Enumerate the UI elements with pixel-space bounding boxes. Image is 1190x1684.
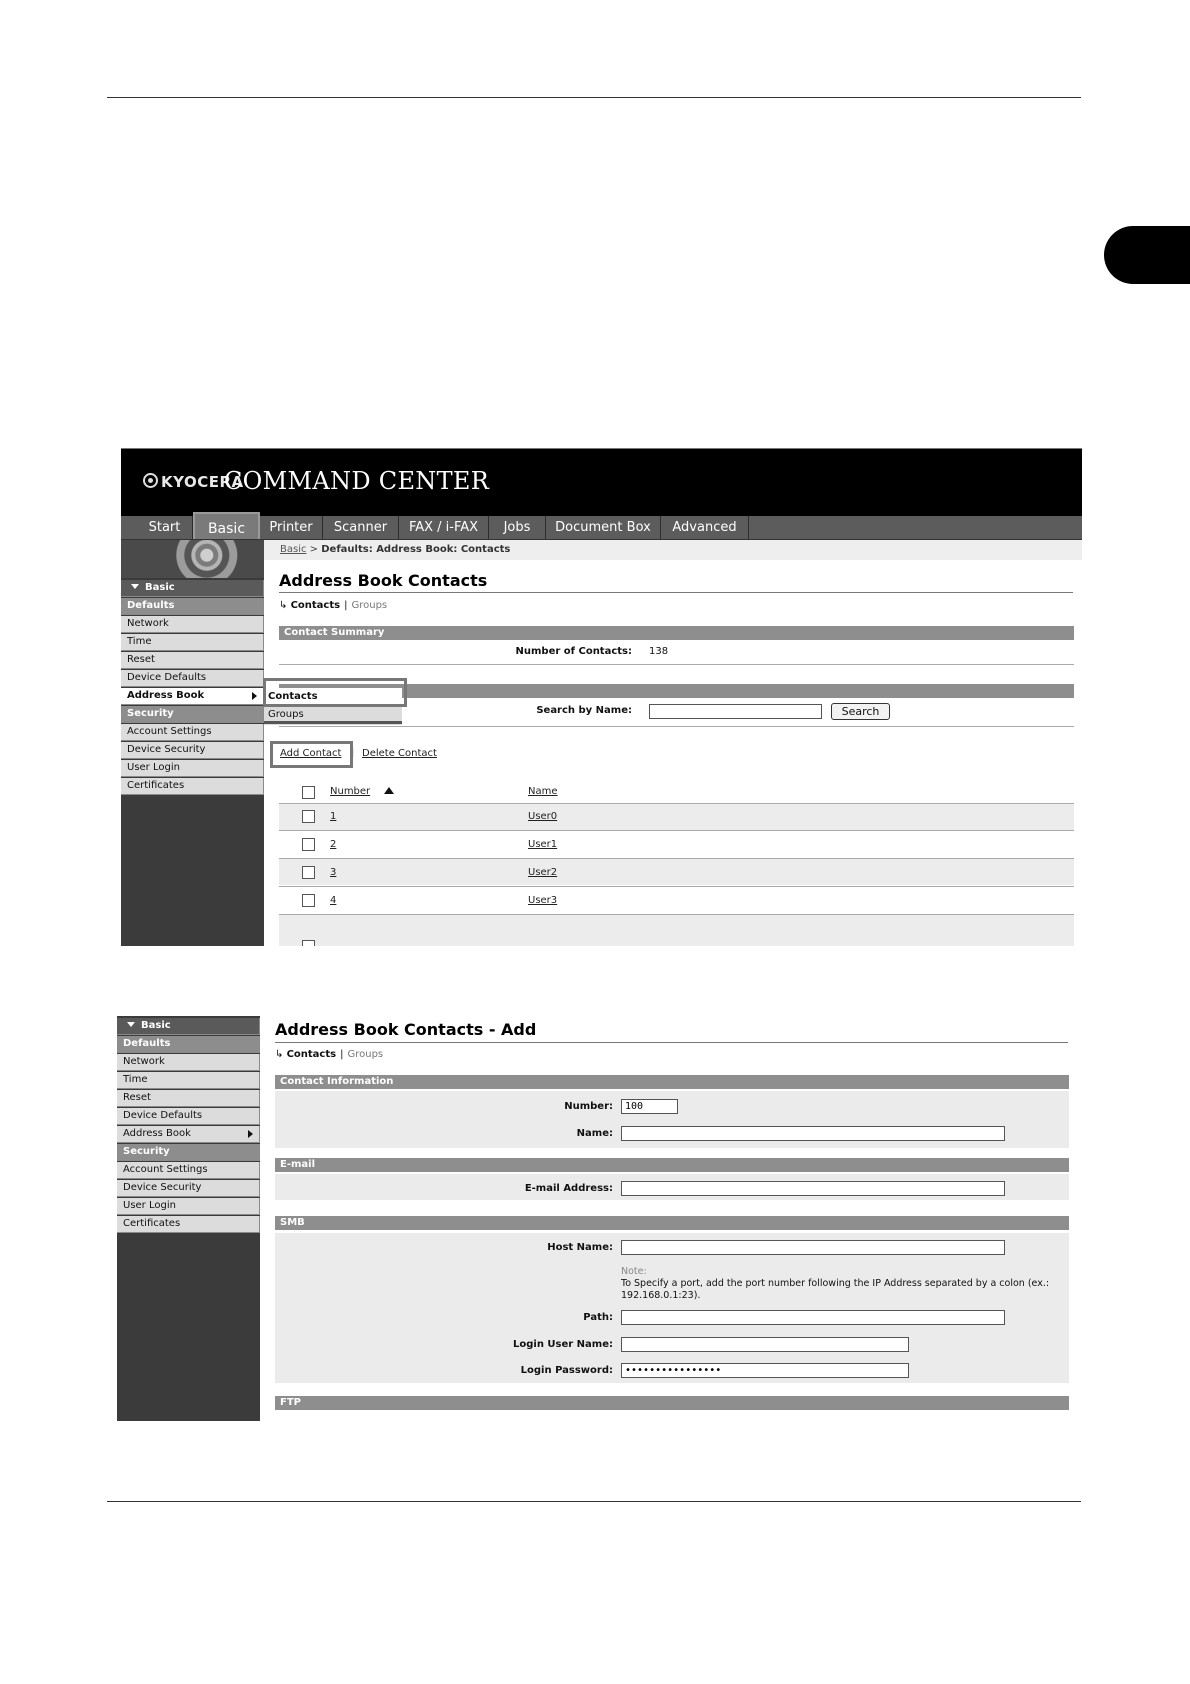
breadcrumb-basic-link[interactable]: Basic [280,544,307,555]
contact-name-link[interactable]: User0 [528,811,558,822]
contact-number-link[interactable]: 1 [330,811,337,822]
contact-name-link[interactable]: User3 [528,895,558,906]
return-arrow-icon: ↳ [279,600,291,611]
number-of-contacts-value: 138 [649,646,669,657]
sidebar-heading-defaults: Defaults [121,598,264,615]
chevron-right-icon [248,1130,253,1138]
sidebar-section-label: Basic [145,582,175,593]
row-checkbox[interactable] [302,940,315,946]
add-contact-link[interactable]: Add Contact [280,748,342,759]
number-of-contacts-label: Number of Contacts: [515,646,632,657]
section-smb: SMB [275,1216,1069,1230]
section-contact-summary: Contact Summary [279,626,1074,640]
number-label: Number: [564,1101,613,1112]
sidebar-item-device-security[interactable]: Device Security [121,742,264,759]
sidebar-item-user-login[interactable]: User Login [121,760,264,777]
top-navigation [121,516,1082,540]
row-checkbox[interactable] [302,894,315,907]
title-rule [279,592,1073,593]
email-address-input[interactable] [621,1181,1005,1196]
select-all-checkbox[interactable] [302,786,315,799]
tab-advanced[interactable]: Advanced [661,516,749,539]
contacts-highlight [263,678,407,707]
tab-start[interactable]: Start [137,516,193,539]
sidebar-item-reset[interactable]: Reset [117,1090,260,1107]
summary-divider [279,664,1074,665]
action-separator: | [351,747,355,758]
search-divider [279,726,1074,727]
chapter-tab-marker [1104,226,1190,284]
table-row [279,804,1074,830]
sidebar-item-address-book[interactable] [121,688,264,705]
return-arrow-icon: ↳ [275,1049,287,1060]
host-name-label: Host Name: [547,1242,613,1253]
section-email: E-mail [275,1158,1069,1172]
login-user-name-label: Login User Name: [512,1339,613,1350]
tab-basic[interactable]: Basic [193,512,260,539]
contact-name-link[interactable]: User1 [528,839,558,850]
main-content [260,1016,1078,1421]
login-user-name-input[interactable] [621,1337,909,1352]
add-contact-highlight [270,741,353,768]
sidebar-item-device-defaults[interactable]: Device Defaults [121,670,264,687]
tab-document-box[interactable]: Document Box [546,516,661,539]
path-label: Path: [583,1312,613,1323]
sidebar-heading-security: Security [117,1144,260,1161]
section-ftp: FTP [275,1396,1069,1410]
row-checkbox[interactable] [302,838,315,851]
sidebar-item-device-defaults[interactable]: Device Defaults [117,1108,260,1125]
sidebar-item-address-book[interactable] [117,1126,260,1143]
row-divider [279,830,1074,831]
sidebar-item-user-login[interactable]: User Login [117,1198,260,1215]
sidebar-item-certificates[interactable]: Certificates [117,1216,260,1233]
add-contact-screenshot [117,1016,1078,1421]
title-rule [275,1042,1068,1043]
app-header [121,449,1082,516]
tab-scanner[interactable]: Scanner [323,516,399,539]
page-title: Address Book Contacts [279,571,488,590]
port-note: To Specify a port, add the port number following the IP Address separated by a colon (ex.: 192.168.0.1:23). [621,1278,1050,1301]
sidebar [121,540,264,946]
host-name-input[interactable] [621,1240,1005,1255]
sidebar-item-reset[interactable]: Reset [121,652,264,669]
subnav-groups[interactable]: Groups [351,600,388,611]
breadcrumb [264,540,1082,560]
breadcrumb-separator: > [309,544,319,555]
table-row [279,915,1074,946]
search-input[interactable] [649,704,822,719]
sidebar-item-network[interactable]: Network [121,616,264,633]
sidebar-item-device-security[interactable]: Device Security [117,1180,260,1197]
subnav-contacts[interactable]: Contacts [286,1049,337,1060]
smb-panel [275,1233,1069,1383]
sidebar-section-basic[interactable] [121,580,264,597]
subnav-separator: | [344,600,348,611]
submenu-item-groups[interactable]: Groups [264,706,402,724]
sidebar-item-network[interactable]: Network [117,1054,260,1071]
sidebar-section-label: Basic [141,1020,171,1031]
product-title: COMMAND CENTER [224,467,490,495]
column-number-header[interactable] [330,786,394,797]
column-number-label: Number [330,786,371,797]
sidebar-item-certificates[interactable]: Certificates [121,778,264,795]
page-bottom-rule [107,1501,1081,1502]
sidebar [117,1016,260,1421]
sidebar-item-time[interactable]: Time [121,634,264,651]
contact-name-link[interactable]: User2 [528,867,558,878]
sidebar-item-account-settings[interactable]: Account Settings [117,1162,260,1179]
row-divider [279,886,1074,887]
tab-printer[interactable]: Printer [260,516,323,539]
contact-number-link[interactable]: 3 [330,867,337,878]
sidebar-section-basic[interactable] [117,1018,260,1035]
sidebar-heading-defaults: Defaults [117,1036,260,1053]
chevron-right-icon [252,692,257,700]
table-row [279,859,1074,885]
login-password-label: Login Password: [520,1365,613,1376]
submenu-item-contacts[interactable]: Contacts [264,688,402,706]
logo-text: KYOCERA [161,473,244,491]
contact-number-link[interactable]: 4 [330,895,337,906]
subnav-separator: | [340,1049,344,1060]
search-by-name-label: Search by Name: [536,705,632,716]
sidebar-banner-image [121,540,264,578]
number-input[interactable] [621,1099,678,1114]
sidebar-heading-security: Security [121,706,264,723]
column-name-header[interactable]: Name [528,786,558,797]
tab-fax[interactable]: FAX / i-FAX [399,516,489,539]
subnav-groups[interactable]: Groups [347,1049,384,1060]
section-contact-information: Contact Information [275,1075,1069,1089]
sub-navigation [275,1049,383,1060]
login-password-input[interactable] [621,1363,909,1378]
email-address-label: E-mail Address: [524,1183,613,1194]
sidebar-item-label: Address Book [127,690,205,701]
subnav-contacts[interactable]: Contacts [290,600,341,611]
sub-navigation [279,600,387,611]
contacts-screenshot [121,448,1082,946]
search-button[interactable]: Search [831,703,890,720]
page-title: Address Book Contacts - Add [275,1020,537,1039]
row-checkbox[interactable] [302,866,315,879]
note-title: Note: [621,1266,647,1277]
kyocera-logo-icon [143,473,158,488]
path-input[interactable] [621,1310,1005,1325]
sidebar-item-time[interactable]: Time [117,1072,260,1089]
page-top-rule [107,97,1081,98]
name-label: Name: [576,1128,613,1139]
chevron-down-icon [127,1022,135,1027]
chevron-down-icon [131,584,139,589]
tab-jobs[interactable]: Jobs [489,516,546,539]
main-content [264,540,1082,946]
contact-number-link[interactable]: 2 [330,839,337,850]
sidebar-item-label: Address Book [123,1128,191,1139]
name-input[interactable] [621,1126,1005,1141]
sort-ascending-icon [384,787,394,794]
breadcrumb-current: Defaults: Address Book: Contacts [321,544,511,555]
row-checkbox[interactable] [302,810,315,823]
delete-contact-link[interactable]: Delete Contact [362,748,437,759]
sidebar-item-account-settings[interactable]: Account Settings [121,724,264,741]
